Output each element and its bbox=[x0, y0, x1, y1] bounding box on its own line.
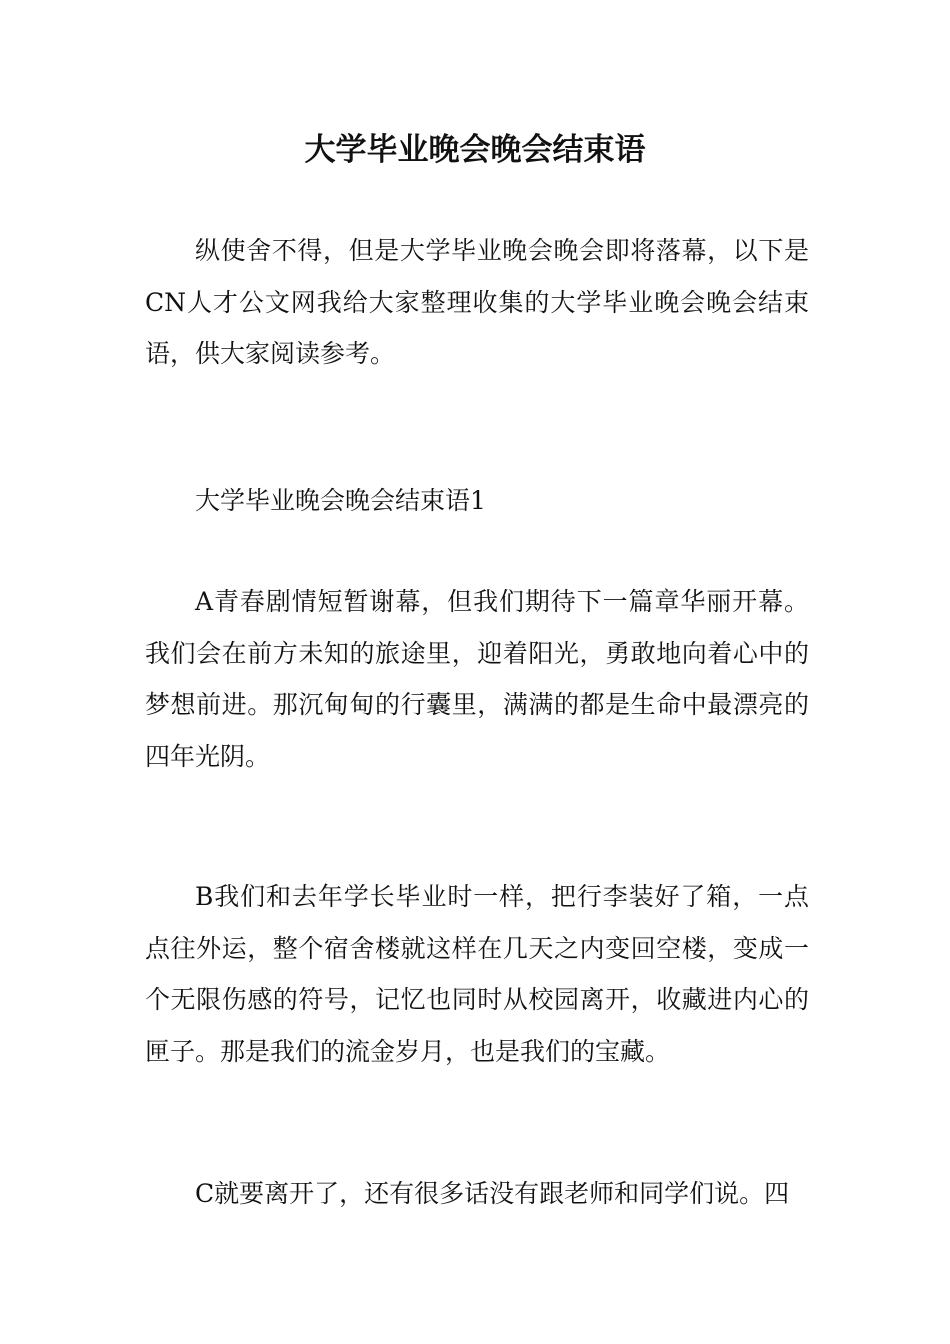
section-heading: 大学毕业晚会晚会结束语1 bbox=[195, 486, 486, 515]
paragraph-c: C就要离开了，还有很多话没有跟老师和同学们说。四 bbox=[195, 1179, 790, 1208]
document-title: 大学毕业晚会晚会结束语 bbox=[304, 132, 646, 168]
intro-paragraph: 纵使舍不得，但是大学毕业晚会晚会即将落幕，以下是CN人才公文网我给大家整理收集的大学毕业晚会晚会结束语，供大家阅读参考。 bbox=[145, 236, 809, 368]
paragraph-a: A青春剧情短暂谢幕，但我们期待下一篇章华丽开幕。我们会在前方未知的旅途里，迎着阳光，勇敢地向着心中的梦想前进。那沉甸甸的行囊里，满满的都是生命中最漂亮的四年光阴。 bbox=[145, 587, 809, 771]
paragraph-b: B我们和去年学长毕业时一样，把行李装好了箱，一点点往外运，整个宿舍楼就这样在几天之内变回空楼，变成一个无限伤感的符号，记忆也同时从校园离开，收藏进内心的匣子。那是我们的流金岁月，也是我们的宝藏。 bbox=[145, 882, 809, 1066]
